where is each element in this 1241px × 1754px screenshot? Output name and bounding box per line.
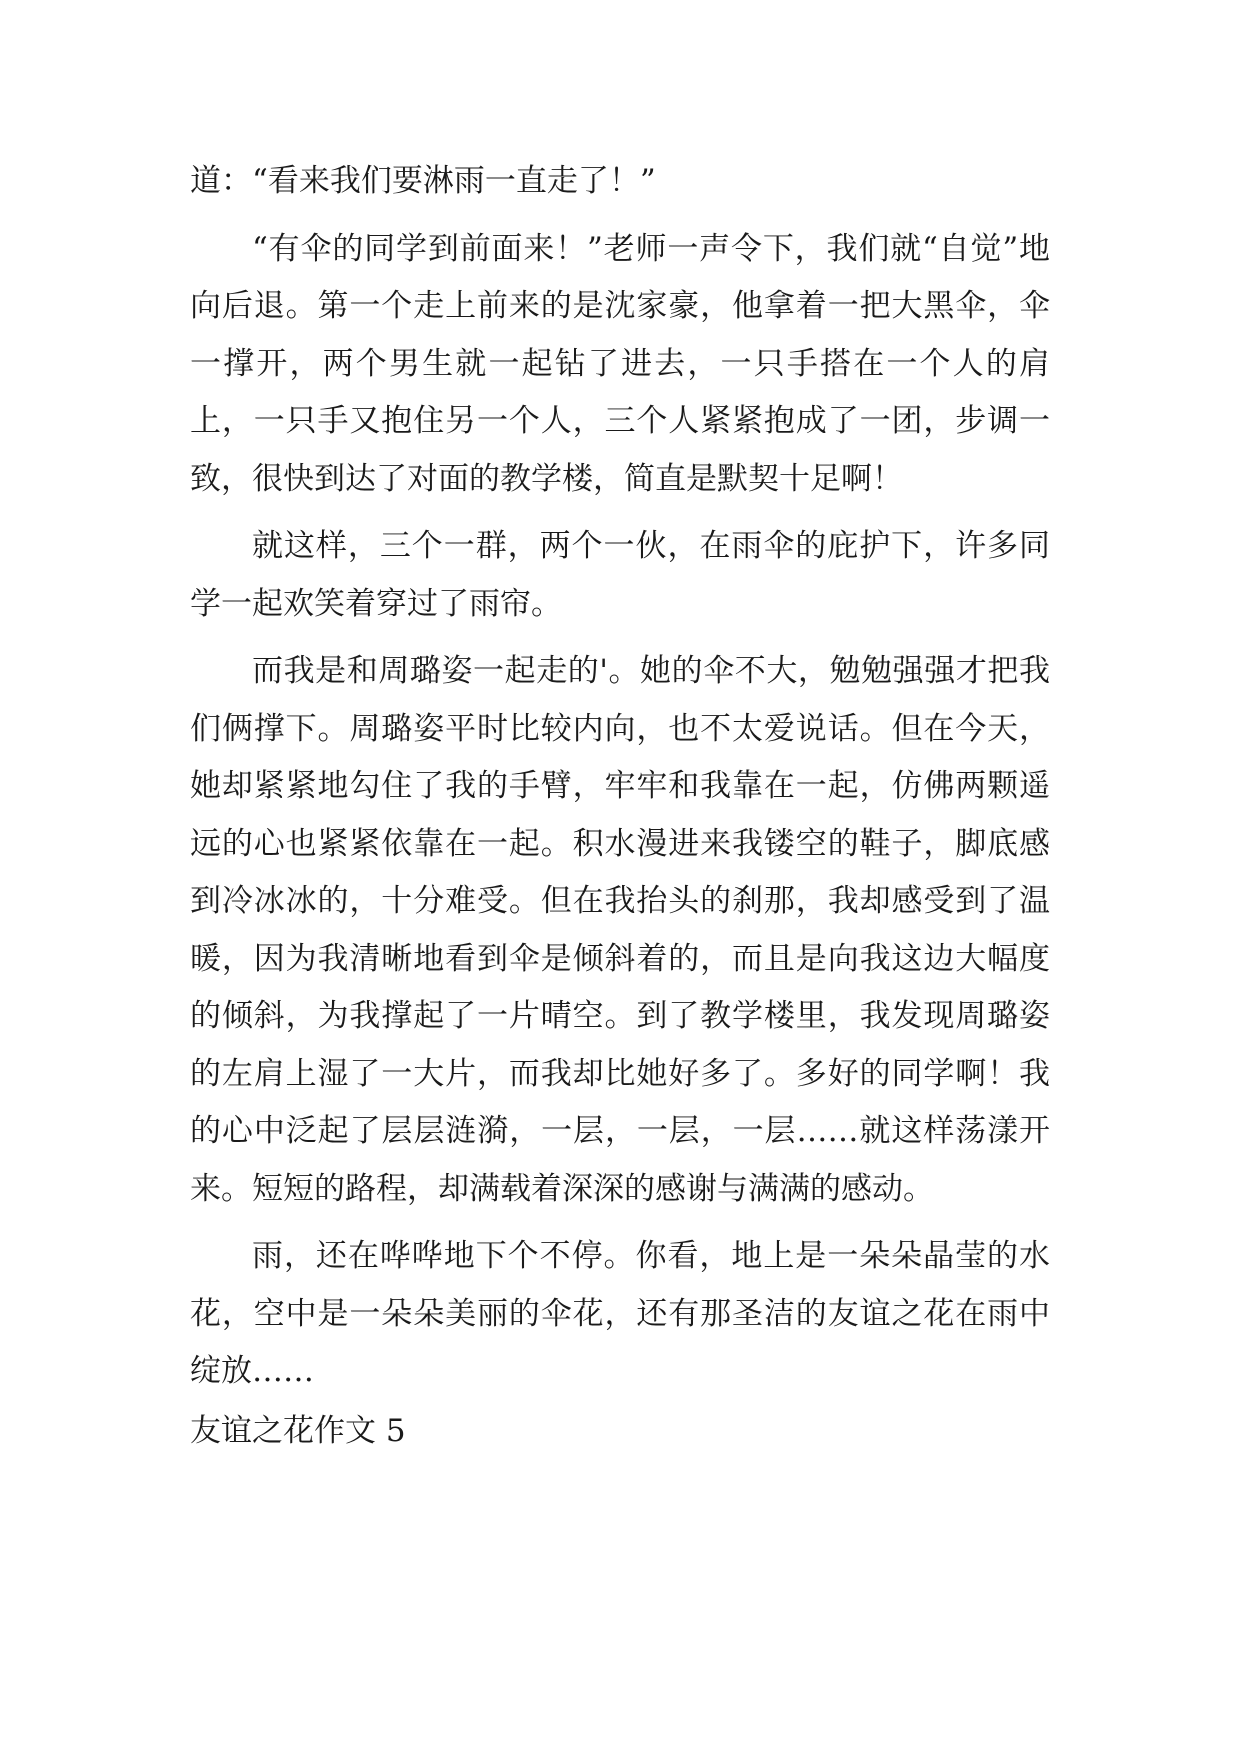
paragraph: 雨，还在哗哗地下个不停。你看，地上是一朵朵晶莹的水花，空中是一朵朵美丽的伞花，还有那圣洁的友谊之花在雨中绽放……	[190, 1238, 1050, 1389]
paragraph: 就这样，三个一群，两个一伙，在雨伞的庇护下，许多同学一起欢笑着穿过了雨帘。	[190, 528, 1050, 622]
paragraph-continuation: 道：“看来我们要淋雨一直走了！”	[190, 163, 656, 199]
paragraph: “有伞的同学到前面来！”老师一声令下，我们就“自觉”地向后退。第一个走上前来的是沈家豪，他拿着一把大黑伞，伞一撑开，两个男生就一起钻了进去，一只手搭在一个人的肩上，一只手又抱住另一个人，三个人紧紧抱成了一团，步调一致，很快到达了对面的教学楼，简直是默契十足啊！	[190, 230, 1050, 497]
article-body	[190, 153, 1050, 1460]
section-heading: 友谊之花作文 5	[190, 1412, 406, 1449]
paragraph: 而我是和周璐姿一起走的'。她的伞不大，勉勉强强才把我们俩撑下。周璐姿平时比较内向，也不太爱说话。但在今天，她却紧紧地勾住了我的手臂，牢牢和我靠在一起，仿佛两颗遥远的心也紧紧依靠在一起。积水漫进来我镂空的鞋子，脚底感到冷冰冰的，十分难受。但在我抬头的刹那，我却感受到了温暖，因为我清晰地看到伞是倾斜着的，而且是向我这边大幅度的倾斜，为我撑起了一片晴空。到了教学楼里，我发现周璐姿的左肩上湿了一大片，而我却比她好多了。多好的同学啊！我的心中泛起了层层涟漪，一层，一层，一层……就这样荡漾开来。短短的路程，却满载着深深的感谢与满满的感动。	[190, 653, 1050, 1207]
